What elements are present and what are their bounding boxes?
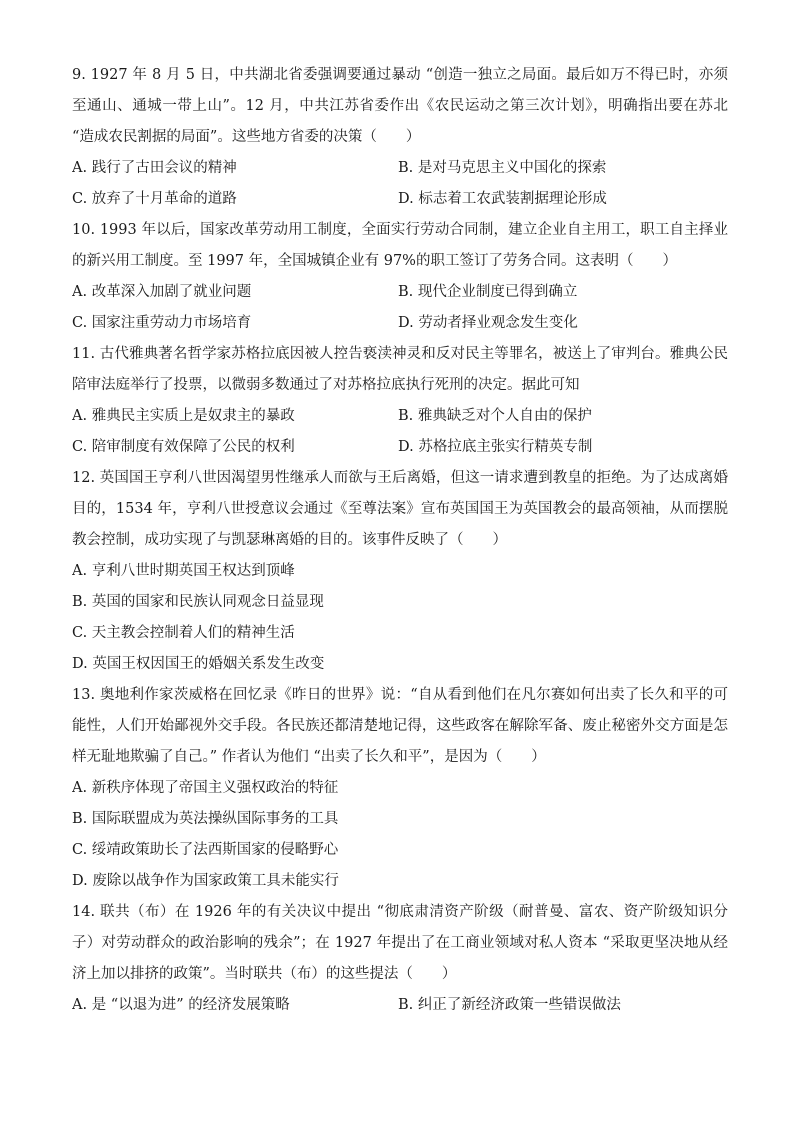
question-9	[72, 60, 728, 215]
option-a: A. 改革深入加剧了就业问题	[72, 284, 252, 300]
option-c: C. 天主教会控制着人们的精神生活	[72, 625, 295, 641]
option-list	[72, 773, 728, 897]
option-c: C. 绥靖政策助长了法西斯国家的侵略野心	[72, 842, 339, 858]
option-d: D. 英国王权因国王的婚姻关系发生改变	[72, 656, 325, 672]
question-stem: 9. 1927 年 8 月 5 日，中共湖北省委强调要通过暴动 “创造一独立之局面。最后如万不得已时，亦须至通山、通城一带上山”。12 月，中共江苏省委作出《农民运动之第三次计划》，明确指出要在苏北 “造成农民割据的局面”。这些地方省委的决策（ ）	[72, 67, 728, 145]
option-d: D. 苏格拉底主张实行精英专制	[398, 439, 593, 455]
question-13	[72, 680, 728, 897]
option-list	[72, 277, 728, 339]
question-10	[72, 215, 728, 339]
option-d: D. 劳动者择业观念发生变化	[398, 315, 578, 331]
question-stem: 10. 1993 年以后，国家改革劳动用工制度，全面实行劳动合同制，建立企业自主用工，职工自主择业的新兴用工制度。至 1997 年，全国城镇企业有 97%的职工签订了劳务合同。这表明（ ）	[72, 222, 728, 269]
question-11	[72, 339, 728, 463]
option-b: B. 纠正了新经济政策一些错误做法	[398, 997, 621, 1013]
exam-page	[72, 60, 728, 1021]
option-c: C. 国家注重劳动力市场培育	[72, 315, 252, 331]
option-list	[72, 556, 728, 680]
question-14	[72, 897, 728, 1021]
option-list	[72, 990, 728, 1021]
option-d: D. 废除以战争作为国家政策工具未能实行	[72, 873, 339, 889]
option-a: A. 是 “以退为进” 的经济发展策略	[72, 997, 290, 1013]
option-b: B. 英国的国家和民族认同观念日益显现	[72, 594, 324, 610]
option-b: B. 国际联盟成为英法操纵国际事务的工具	[72, 811, 339, 827]
option-b: B. 现代企业制度已得到确立	[398, 284, 578, 300]
question-stem: 11. 古代雅典著名哲学家苏格拉底因被人控告亵渎神灵和反对民主等罪名，被送上了审判台。雅典公民陪审法庭举行了投票，以微弱多数通过了对苏格拉底执行死刑的决定。据此可知	[72, 346, 728, 393]
question-12	[72, 463, 728, 680]
option-c: C. 陪审制度有效保障了公民的权利	[72, 439, 295, 455]
option-c: C. 放弃了十月革命的道路	[72, 191, 237, 207]
question-stem: 13. 奥地利作家茨威格在回忆录《昨日的世界》说：“自从看到他们在凡尔赛如何出卖了长久和平的可能性，人们开始鄙视外交手段。各民族还都清楚地记得，这些政客在解除军备、废止秘密外交方面是怎样无耻地欺骗了自己。” 作者认为他们 “出卖了长久和平”，是因为（ ）	[72, 687, 728, 765]
option-list	[72, 153, 728, 215]
option-a: A. 新秩序体现了帝国主义强权政治的特征	[72, 780, 339, 796]
option-d: D. 标志着工农武装割据理论形成	[398, 191, 607, 207]
question-stem: 12. 英国国王亨利八世因渴望男性继承人而欲与王后离婚，但这一请求遭到教皇的拒绝。为了达成离婚目的，1534 年，亨利八世授意议会通过《至尊法案》宣布英国国王为英国教会的最高领袖，从而摆脱教会控制，成功实现了与凯瑟琳离婚的目的。该事件反映了（ ）	[72, 470, 728, 548]
option-b: B. 是对马克思主义中国化的探索	[398, 160, 607, 176]
option-a: A. 亨利八世时期英国王权达到顶峰	[72, 563, 295, 579]
option-b: B. 雅典缺乏对个人自由的保护	[398, 408, 592, 424]
option-a: A. 雅典民主实质上是奴隶主的暴政	[72, 408, 295, 424]
option-list	[72, 401, 728, 463]
option-a: A. 践行了古田会议的精神	[72, 160, 237, 176]
question-stem: 14. 联共（布）在 1926 年的有关决议中提出 “彻底肃清资产阶级（耐普曼、富农、资产阶级知识分子）对劳动群众的政治影响的残余”；在 1927 年提出了在工商业领域对私人资本 “采取更坚决地从经济上加以排挤的政策”。当时联共（布）的这些提法（ ）	[72, 904, 728, 982]
